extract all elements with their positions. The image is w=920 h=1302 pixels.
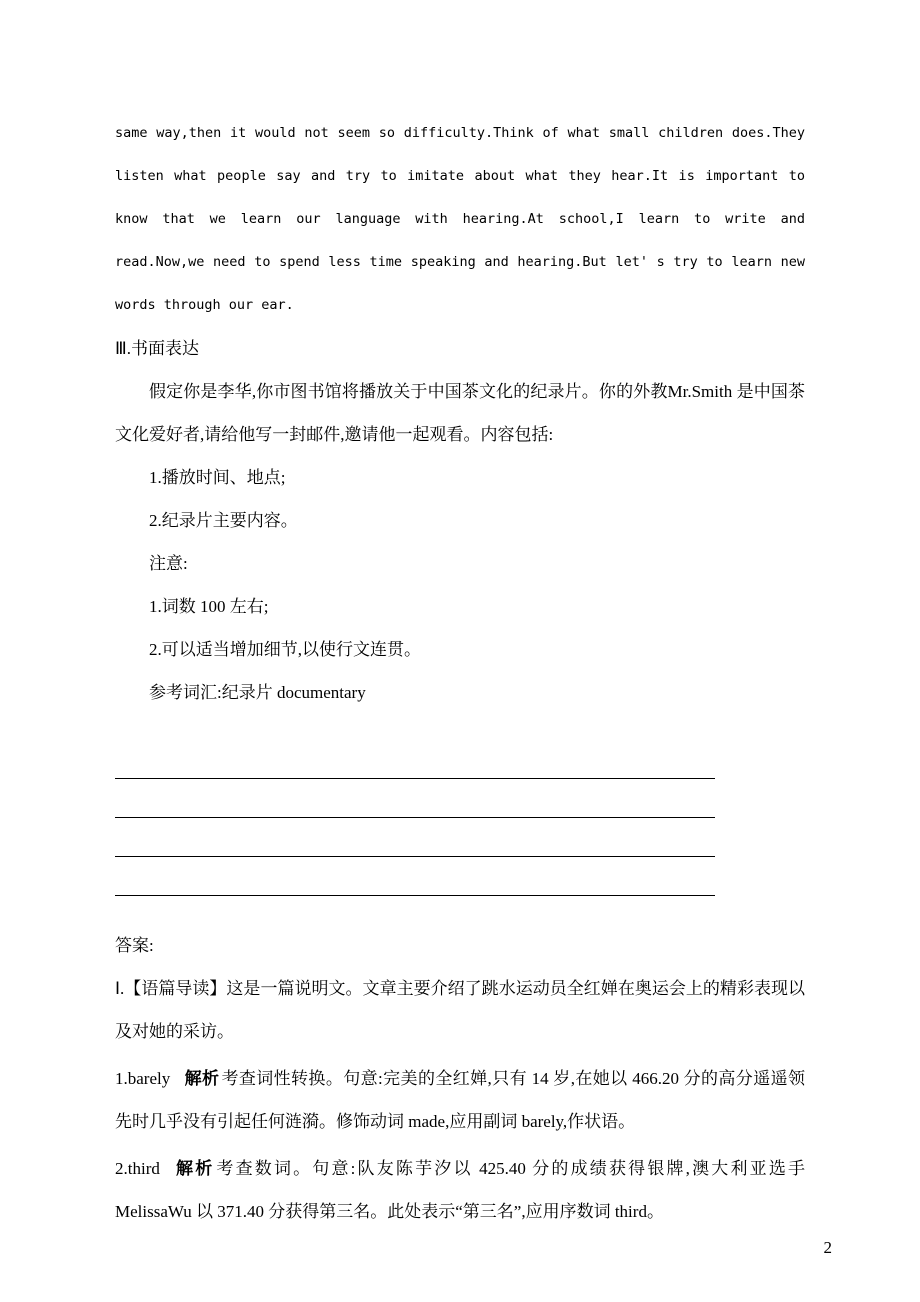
answer-body: 考查数词。句意:队友陈芋汐以 425.40 分的成绩获得银牌,澳大利亚选手 MelissaWu 以 371.40 分获得第三名。此处表示“第三名”,应用序数词 third。: [115, 1159, 805, 1221]
answer-item: [115, 1057, 805, 1143]
reference-vocab: 参考词汇:纪录片 documentary: [149, 683, 366, 702]
section-heading: Ⅲ.书面表达: [115, 339, 199, 358]
writing-line: [115, 740, 715, 779]
english-passage: [115, 112, 805, 327]
answer-number: 2.third: [115, 1159, 160, 1178]
answer-body: 考查词性转换。句意:完美的全红婵,只有 14 岁,在她以 466.20 分的高分遥遥领先时几乎没有引起任何涟漪。修饰动词 made,应用副词 barely,作状语。: [115, 1069, 805, 1131]
answers-heading: 答案:: [115, 936, 154, 955]
writing-line: [115, 779, 715, 818]
answer-item: [115, 1147, 805, 1233]
task-note: 1.词数 100 左右;: [149, 597, 269, 616]
writing-task-section: [115, 327, 805, 714]
english-line: words through our ear.: [115, 297, 294, 313]
answers-overview: Ⅰ.【语篇导读】这是一篇说明文。文章主要介绍了跳水运动员全红婵在奥运会上的精彩表现以及对她的采访。: [115, 979, 805, 1041]
english-line: same way,then it would not seem so difficulty.Think of what small children does.They: [115, 125, 805, 141]
answer-analysis-label: 解析: [173, 1159, 215, 1178]
writing-line: [115, 857, 715, 896]
answers-section: [115, 924, 805, 1233]
english-line: read.Now,we need to spend less time speaking and hearing.But let' s try to learn new: [115, 254, 805, 270]
task-intro: 假定你是李华,你市图书馆将播放关于中国茶文化的纪录片。你的外教Mr.Smith 是中国茶文化爱好者,请给他写一封邮件,邀请他一起观看。内容包括:: [115, 382, 805, 444]
answer-analysis-label: 解析: [184, 1069, 220, 1088]
task-point: 2.纪录片主要内容。: [149, 511, 298, 530]
writing-lines-area: [115, 740, 805, 896]
task-note: 2.可以适当增加细节,以使行文连贯。: [149, 640, 421, 659]
english-line: listen what people say and try to imitate about what they hear.It is important to: [115, 168, 805, 184]
answer-number: 1.barely: [115, 1069, 171, 1088]
notes-label: 注意:: [149, 554, 188, 573]
writing-line: [115, 818, 715, 857]
page-number: 2: [823, 1238, 832, 1257]
task-point: 1.播放时间、地点;: [149, 468, 286, 487]
english-line: know that we learn our language with hearing.At school,I learn to write and: [115, 211, 805, 227]
